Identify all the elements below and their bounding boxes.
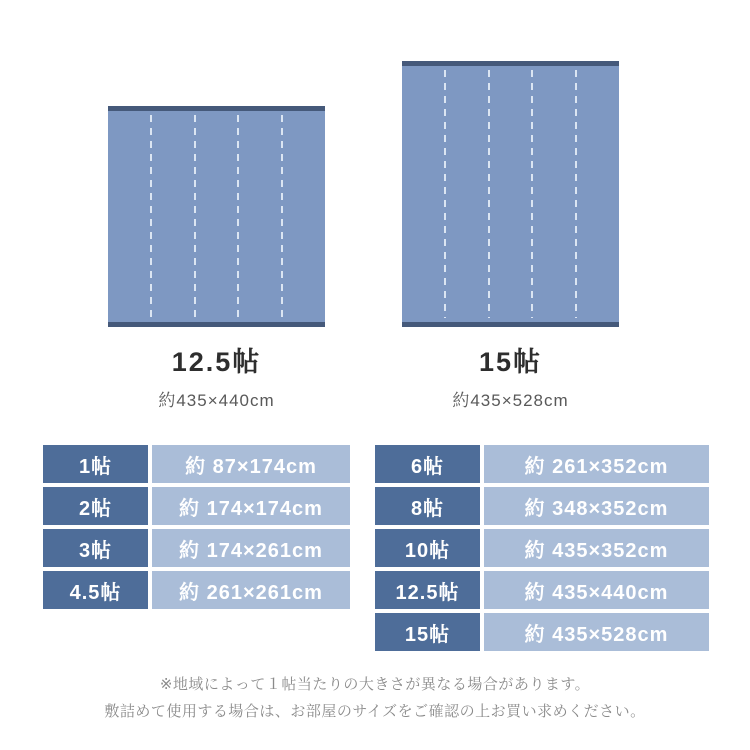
dimension-cell: 約 174×174cm [152, 487, 350, 525]
panel-seam-dash [237, 115, 239, 318]
dimension-cell: 約 87×174cm [152, 445, 350, 483]
dimension-cell: 約 435×352cm [484, 529, 709, 567]
dimension-cell: 約 435×440cm [484, 571, 709, 609]
rug-dimensions-label: 約435×440cm [158, 391, 275, 410]
size-cell: 10帖 [375, 529, 480, 567]
dimension-cell: 約 261×352cm [484, 445, 709, 483]
footnote-line-2: 敷詰めて使用する場合は、お部屋のサイズをご確認の上お買い求めください。 [104, 703, 646, 720]
dimension-cell: 約 348×352cm [484, 487, 709, 525]
rug-diagram-15jo [402, 61, 619, 327]
dimension-cell: 約 261×261cm [152, 571, 350, 609]
size-table-right [375, 445, 709, 651]
rug-size-label: 15帖 [478, 347, 543, 377]
panel-seam-dash [575, 70, 577, 318]
panel-seam-dash [281, 115, 283, 318]
figure-15jo [402, 61, 619, 411]
size-cell: 2帖 [43, 487, 148, 525]
size-cell: 8帖 [375, 487, 480, 525]
rug-diagram-12-5jo [108, 106, 325, 327]
size-cell: 4.5帖 [43, 571, 148, 609]
size-cell: 1帖 [43, 445, 148, 483]
panel-seam-dash [444, 70, 446, 318]
panel-seam-dash [531, 70, 533, 318]
size-table-left [43, 445, 350, 609]
figure-12-5jo [108, 106, 325, 411]
size-cell: 3帖 [43, 529, 148, 567]
footnote-line-1: ※地域によって１帖当たりの大きさが異なる場合があります。 [159, 676, 591, 693]
panel-seam-dash [488, 70, 490, 318]
panel-seam-dash [194, 115, 196, 318]
panel-seam-dash [150, 115, 152, 318]
size-cell: 6帖 [375, 445, 480, 483]
rug-size-label: 12.5帖 [171, 347, 262, 377]
dimension-cell: 約 174×261cm [152, 529, 350, 567]
rug-dimensions-label: 約435×528cm [452, 391, 569, 410]
size-cell: 12.5帖 [375, 571, 480, 609]
dimension-cell: 約 435×528cm [484, 613, 709, 651]
size-cell: 15帖 [375, 613, 480, 651]
footnotes [0, 671, 750, 725]
